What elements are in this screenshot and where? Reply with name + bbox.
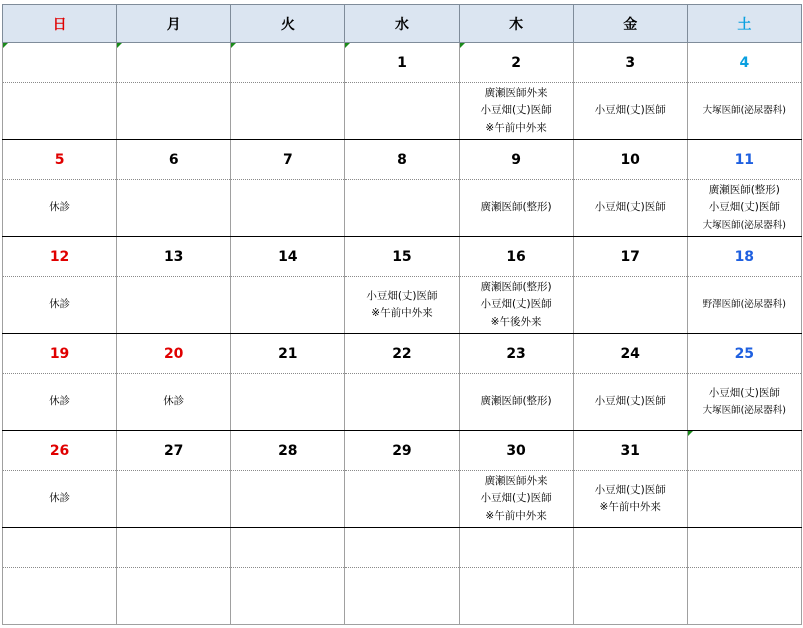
schedule-cell-sat[interactable] (687, 568, 801, 625)
date-number: 27 (163, 442, 184, 459)
date-number: 19 (49, 345, 70, 362)
date-cell-thu[interactable] (459, 431, 573, 471)
date-number: 8 (397, 151, 407, 168)
schedule-entry: 大塚医師(泌尿器科) (702, 405, 787, 416)
schedule-cell-mon[interactable] (117, 374, 231, 431)
date-number: 22 (392, 345, 412, 362)
schedule-cell-sun[interactable] (3, 277, 117, 334)
schedule-cell-tue[interactable] (231, 277, 345, 334)
cell-marker-icon (688, 431, 693, 436)
schedule-cell-mon[interactable] (117, 277, 231, 334)
schedule-cell-tue[interactable] (231, 374, 345, 431)
date-cell-mon[interactable] (117, 140, 231, 180)
schedule-entry: 廣瀬医師(整形) (708, 183, 780, 196)
date-cell-wed[interactable] (345, 140, 459, 180)
schedule-cell-sun[interactable] (3, 471, 117, 528)
schedule-entry: 小豆畑(丈)医師 (480, 298, 552, 311)
schedule-cell-wed[interactable] (345, 471, 459, 528)
date-number-row (3, 140, 802, 180)
date-cell-sat[interactable] (687, 528, 801, 568)
cell-marker-icon (117, 43, 122, 48)
weekday-header-tue: 火 (231, 5, 345, 43)
date-number: 3 (625, 54, 636, 71)
date-cell-wed[interactable] (345, 431, 459, 471)
date-number: 24 (620, 345, 640, 362)
date-cell-fri[interactable] (573, 334, 687, 374)
date-cell-wed[interactable] (345, 334, 459, 374)
weekday-header-thu: 木 (459, 5, 573, 43)
schedule-cell-thu[interactable] (459, 83, 573, 140)
schedule-entry: 廣瀬医師(整形) (480, 395, 552, 408)
schedule-cell-wed[interactable] (345, 277, 459, 334)
schedule-cell-thu[interactable] (459, 471, 573, 528)
schedule-cell-mon[interactable] (117, 568, 231, 625)
calendar-grid (2, 4, 802, 625)
calendar-body (3, 43, 802, 625)
date-cell-sat[interactable] (687, 334, 801, 374)
schedule-cell-sat[interactable] (687, 277, 801, 334)
schedule-entry: 小豆畑(丈)医師 (594, 483, 666, 496)
date-cell-fri[interactable] (573, 140, 687, 180)
date-cell-mon[interactable] (117, 43, 231, 83)
schedule-row (3, 83, 802, 140)
schedule-cell-sun[interactable] (3, 568, 117, 625)
date-cell-sat[interactable] (687, 431, 801, 471)
schedule-cell-thu[interactable] (459, 374, 573, 431)
schedule-cell-tue[interactable] (231, 83, 345, 140)
date-number: 4 (739, 54, 750, 71)
weekday-header-mon: 月 (117, 5, 231, 43)
date-cell-mon[interactable] (117, 431, 231, 471)
date-number: 18 (734, 248, 755, 265)
schedule-cell-sun[interactable] (3, 180, 117, 237)
schedule-row (3, 180, 802, 237)
cell-marker-icon (3, 43, 8, 48)
date-number: 11 (734, 151, 755, 168)
date-cell-tue[interactable] (231, 528, 345, 568)
date-number: 17 (620, 248, 640, 265)
schedule-entry: 小豆畑(丈)医師 (708, 201, 780, 214)
schedule-row (3, 568, 802, 625)
date-cell-thu[interactable] (459, 237, 573, 277)
date-cell-thu[interactable] (459, 140, 573, 180)
date-cell-sun[interactable] (3, 334, 117, 374)
schedule-cell-sat[interactable] (687, 471, 801, 528)
schedule-entry: 休診 (163, 395, 185, 408)
date-number: 1 (397, 54, 407, 71)
schedule-cell-wed[interactable] (345, 568, 459, 625)
schedule-cell-tue[interactable] (231, 471, 345, 528)
date-number: 21 (278, 345, 298, 362)
date-cell-fri[interactable] (573, 237, 687, 277)
weekday-header-sun: 日 (3, 5, 117, 43)
schedule-entry: 廣瀬医師外来 (484, 86, 548, 99)
schedule-entry: 小豆畑(丈)医師 (480, 492, 552, 505)
schedule-cell-sun[interactable] (3, 374, 117, 431)
schedule-entry: 小豆畑(丈)医師 (708, 386, 780, 399)
date-number-row (3, 431, 802, 471)
date-cell-sun[interactable] (3, 43, 117, 83)
date-cell-tue[interactable] (231, 237, 345, 277)
schedule-entry: ※午前中外来 (485, 509, 547, 522)
schedule-entry: 大塚医師(泌尿器科) (702, 219, 787, 231)
schedule-entry: ※午前中外来 (371, 307, 433, 319)
schedule-entry: ※午前中外来 (599, 501, 661, 513)
date-cell-wed[interactable] (345, 237, 459, 277)
schedule-row (3, 471, 802, 528)
date-number: 30 (506, 442, 526, 459)
date-cell-sun[interactable] (3, 140, 117, 180)
date-cell-mon[interactable] (117, 334, 231, 374)
date-cell-thu[interactable] (459, 528, 573, 568)
date-number: 29 (392, 442, 412, 459)
schedule-row (3, 277, 802, 334)
weekday-header-sat: 土 (687, 5, 801, 43)
date-cell-fri[interactable] (573, 43, 687, 83)
date-cell-wed[interactable] (345, 528, 459, 568)
schedule-cell-mon[interactable] (117, 471, 231, 528)
schedule-entry: 廣瀬医師(整形) (480, 201, 552, 214)
schedule-entry: 小豆畑(丈)医師 (366, 289, 438, 302)
date-number: 12 (49, 248, 70, 265)
schedule-entry: ※午後外来 (490, 315, 542, 328)
schedule-entry: 休診 (49, 395, 71, 408)
schedule-entry: 休診 (49, 492, 71, 505)
weekday-header-row (3, 5, 802, 43)
schedule-entry: 小豆畑(丈)医師 (594, 201, 666, 214)
schedule-cell-fri[interactable] (573, 374, 687, 431)
schedule-cell-fri[interactable] (573, 180, 687, 237)
date-cell-fri[interactable] (573, 528, 687, 568)
schedule-entry: 野澤医師(泌尿器科) (702, 299, 787, 311)
weekday-header-fri: 金 (573, 5, 687, 43)
schedule-cell-sun[interactable] (3, 83, 117, 140)
schedule-cell-wed[interactable] (345, 374, 459, 431)
schedule-row (3, 374, 802, 431)
schedule-cell-fri[interactable] (573, 471, 687, 528)
date-cell-sat[interactable] (687, 140, 801, 180)
cell-marker-icon (231, 43, 236, 48)
schedule-entry: 休診 (49, 201, 71, 214)
date-number: 2 (511, 54, 521, 71)
date-number: 28 (278, 442, 298, 459)
date-number: 23 (506, 345, 526, 362)
date-number-row (3, 237, 802, 277)
date-cell-sun[interactable] (3, 237, 117, 277)
date-number: 16 (506, 248, 526, 265)
date-cell-mon[interactable] (117, 237, 231, 277)
date-cell-sat[interactable] (687, 237, 801, 277)
date-cell-fri[interactable] (573, 431, 687, 471)
date-number: 10 (620, 151, 640, 168)
date-number: 26 (49, 442, 70, 459)
weekday-header-wed: 水 (345, 5, 459, 43)
date-cell-tue[interactable] (231, 140, 345, 180)
date-number: 14 (278, 248, 298, 265)
schedule-cell-mon[interactable] (117, 83, 231, 140)
schedule-cell-wed[interactable] (345, 180, 459, 237)
date-cell-sat[interactable] (687, 43, 801, 83)
date-cell-thu[interactable] (459, 43, 573, 83)
date-cell-sun[interactable] (3, 431, 117, 471)
schedule-entry: 廣瀬医師(整形) (480, 280, 552, 293)
date-cell-sun[interactable] (3, 528, 117, 568)
schedule-cell-tue[interactable] (231, 568, 345, 625)
schedule-cell-thu[interactable] (459, 277, 573, 334)
schedule-entry: 小豆畑(丈)医師 (480, 104, 552, 117)
date-number-row (3, 334, 802, 374)
schedule-entry: 休診 (49, 298, 71, 311)
schedule-entry: 廣瀬医師外来 (484, 474, 548, 487)
cell-marker-icon (345, 43, 350, 48)
schedule-entry: ※午前中外来 (485, 121, 547, 134)
cell-marker-icon (460, 43, 465, 48)
schedule-cell-mon[interactable] (117, 180, 231, 237)
schedule-cell-fri[interactable] (573, 568, 687, 625)
date-number-row (3, 528, 802, 568)
date-number-row (3, 43, 802, 83)
date-number: 20 (163, 345, 184, 362)
schedule-cell-sat[interactable] (687, 374, 801, 431)
date-number: 25 (734, 345, 755, 362)
schedule-cell-thu[interactable] (459, 568, 573, 625)
schedule-cell-sat[interactable] (687, 180, 801, 237)
date-number: 7 (282, 151, 293, 168)
date-number: 6 (168, 151, 179, 168)
date-cell-tue[interactable] (231, 43, 345, 83)
date-cell-tue[interactable] (231, 431, 345, 471)
schedule-cell-fri[interactable] (573, 277, 687, 334)
schedule-entry: 小豆畑(丈)医師 (594, 395, 666, 408)
date-number: 31 (620, 442, 640, 459)
date-cell-tue[interactable] (231, 334, 345, 374)
schedule-cell-fri[interactable] (573, 83, 687, 140)
date-cell-thu[interactable] (459, 334, 573, 374)
date-cell-wed[interactable] (345, 43, 459, 83)
date-cell-mon[interactable] (117, 528, 231, 568)
date-number: 5 (54, 151, 65, 168)
date-number: 15 (392, 248, 412, 265)
schedule-cell-wed[interactable] (345, 83, 459, 140)
schedule-entry: 小豆畑(丈)医師 (594, 104, 666, 117)
schedule-cell-tue[interactable] (231, 180, 345, 237)
schedule-entry: 大塚医師(泌尿器科) (702, 105, 787, 117)
date-number: 13 (163, 248, 184, 265)
schedule-cell-sat[interactable] (687, 83, 801, 140)
schedule-cell-thu[interactable] (459, 180, 573, 237)
date-number: 9 (511, 151, 521, 168)
